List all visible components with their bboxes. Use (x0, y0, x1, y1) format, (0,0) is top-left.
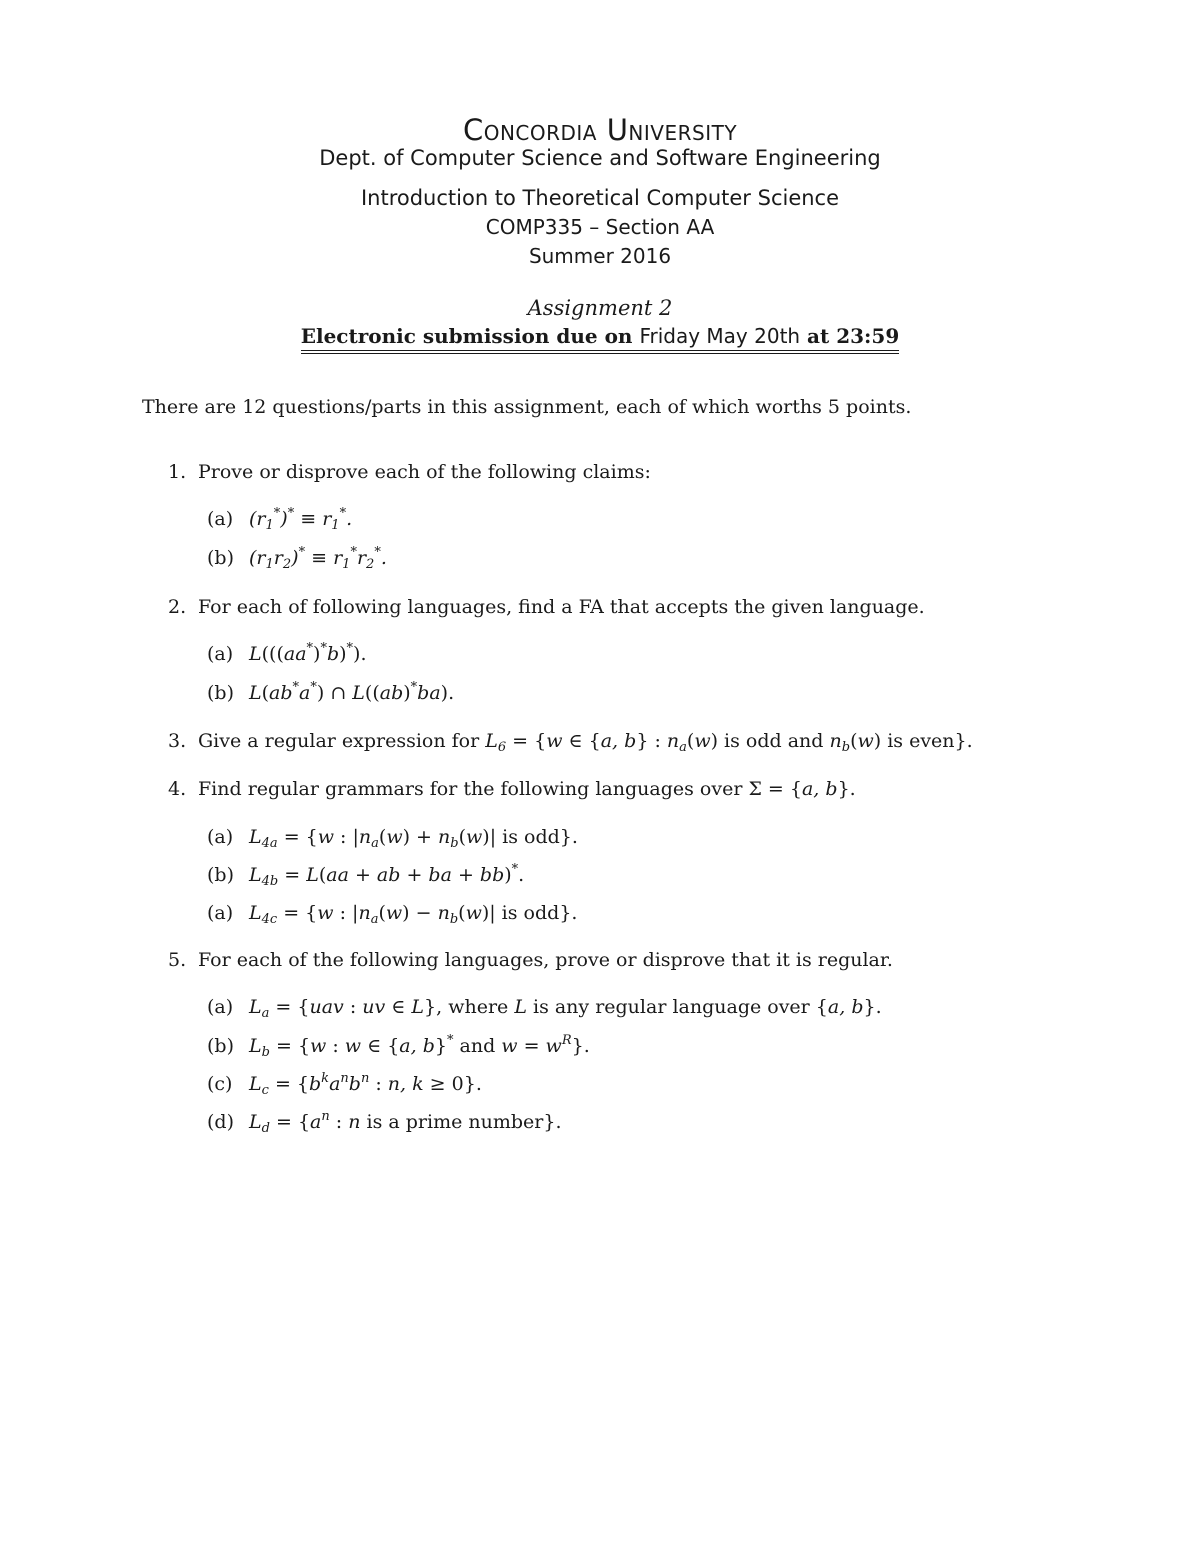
part-label: (b) (207, 547, 234, 569)
question-5 (168, 949, 893, 971)
question-1-part-b (207, 545, 387, 572)
question-4-part-c (207, 902, 578, 927)
question-number: 2. (168, 596, 187, 618)
question-1-part-a (207, 506, 353, 533)
part-math: $L_b = \{w$ : w ∈ {a, b}* and $w = w^R$}. (249, 1033, 590, 1060)
question-number: 1. (168, 461, 187, 483)
part-math: $L_c = \{b^ka^nb^n$ : n, k ≥ 0}. (249, 1071, 482, 1098)
assignment-title (0, 296, 1200, 320)
part-label: (d) (207, 1111, 234, 1133)
question-3 (168, 730, 973, 755)
part-math: $L_{4c} = \{w$ : $|n_a(w) - n_b(w)|$ is odd}. (249, 902, 578, 927)
question-4-part-b (207, 862, 525, 889)
due-date-underlined (301, 324, 900, 354)
part-math: $L_a = \{uav$ : uv ∈ L}, where L is any regular language over {a, b}. (249, 996, 882, 1021)
part-math: $L_{4a} = \{w$ : $|n_a(w) + n_b(w)|$ is odd}. (249, 826, 578, 851)
part-label: (a) (207, 826, 234, 848)
question-4 (168, 778, 856, 800)
part-label: (a) (207, 996, 234, 1018)
question-text: For each of following languages, find a FA that accepts the given language. (198, 596, 925, 618)
question-2 (168, 596, 925, 618)
question-1 (168, 461, 651, 483)
due-text-date: Friday May 20th (639, 324, 801, 348)
question-2-part-b (207, 682, 454, 704)
part-math: $(r_1r_2)^* \equiv r_1^*r_2^*$. (249, 545, 387, 572)
university-name: Concordia University (462, 113, 738, 147)
question-5-part-a (207, 996, 882, 1021)
part-label: (b) (207, 1035, 234, 1057)
question-number: 3. (168, 730, 187, 752)
question-4-part-a (207, 826, 578, 851)
due-text-bold-1: Electronic submission due on (300, 324, 640, 348)
part-math: L(((aa*)*b)*). (249, 641, 367, 665)
question-5-part-d (207, 1109, 562, 1136)
course-code: COMP335 – Section AA (485, 215, 715, 239)
due-date-line (0, 324, 1200, 354)
part-label: (a) (207, 508, 234, 530)
due-text-bold-2: at 23:59 (800, 324, 900, 348)
question-2-part-a (207, 643, 367, 665)
part-label: (b) (207, 864, 234, 886)
part-label: (c) (207, 1073, 233, 1095)
assignment-title-text: Assignment 2 (527, 296, 673, 320)
part-label: (b) (207, 682, 234, 704)
question-number: 4. (168, 778, 187, 800)
question-5-part-b (207, 1033, 590, 1060)
question-5-part-c (207, 1071, 482, 1098)
course-title: Introduction to Theoretical Computer Science (360, 186, 840, 210)
part-label: (a) (207, 643, 234, 665)
part-math: $(r_1^*)^* \equiv r_1^*$. (249, 506, 353, 533)
term: Summer 2016 (528, 244, 672, 268)
part-label: (a) (207, 902, 234, 924)
department-name: Dept. of Computer Science and Software Engineering (319, 146, 881, 170)
question-text: For each of the following languages, prove or disprove that it is regular. (198, 949, 893, 971)
question-number: 5. (168, 949, 187, 971)
part-math: L(ab*a*) ∩ L((ab)*ba). (249, 680, 455, 704)
intro-paragraph: There are 12 questions/parts in this assignment, each of which worths 5 points. (142, 396, 912, 418)
part-math: $L_{4b} = L(aa$ + ab + ba + bb)*. (249, 862, 525, 889)
part-math: $L_d = \{a^n$ : n is a prime number}. (249, 1109, 562, 1136)
question-text: Prove or disprove each of the following claims: (198, 461, 651, 483)
question-text: Give a regular expression for $L_6 = \{w$ ∈ {a, b} : $n_a(w)$ is odd and $n_b(w)$ is even}. (198, 730, 973, 755)
question-text: Find regular grammars for the following languages over Σ = {a, b}. (198, 778, 856, 800)
